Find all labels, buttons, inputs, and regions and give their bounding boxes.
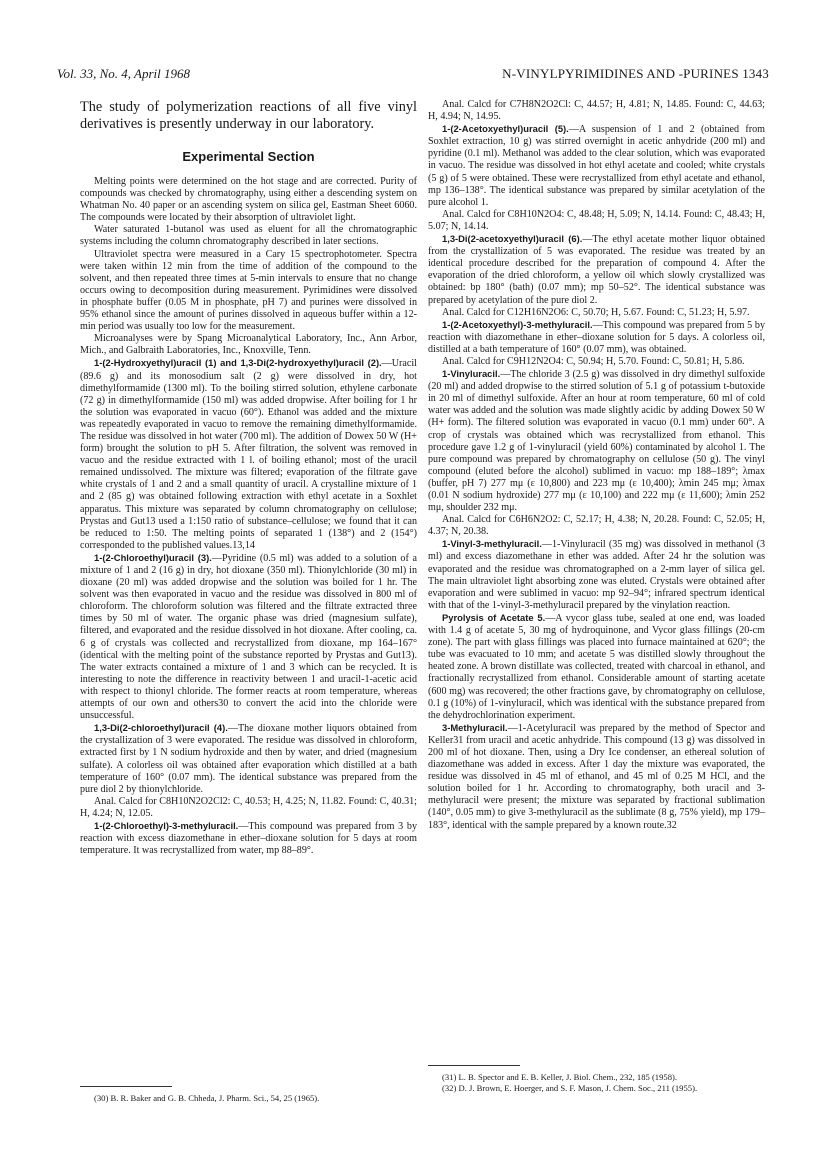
analysis-line: Anal. Calcd for C9H12N2O4: C, 50.94; H, 5.70. Found: C, 50.81; H, 5.86. (442, 355, 745, 367)
procedure-text: —1-Vinyluracil (35 mg) was dissolved in methanol (3 ml) and excess diazomethane in ether was added. After 24 hr the solution was evaporated and the residue was chromatographed on a 2-mm layer of silica gel. The main ultraviolet light absorbing zone was eluted. Crystals were obtained after evaporation and were sublimed in vacuo: mp 92–94°; infrared spectrum identical with that of the 1-vinyl-3-methyluracil prepared by the vinylation reaction. (428, 539, 765, 611)
paragraph-pyrolysis (428, 612, 765, 722)
procedure-text: —Uracil (89.6 g) and its monosodium salt (2 g) were dissolved in dry, hot dimethylformamide (1300 ml). To the boiling stirred solution, ethylene carbonate (72 g) in dimethylformamide (150 ml) was added dropwise. After boiling for 1 hr the solution was evaporated in vacuo (60°). Ethanol was added and the mixture was repeatedly evaporated in vacuo to remove the remaining dimethylformamide. The residue was dissolved in hot water (700 ml). The addition of Dowex 50 W (H+ form) brought the solution to pH 5. After filtration, the solvent was removed in vacuo and the residue extracted with 1 l. of boiling ethanol; most of the uracil remained undissolved. The mixture was filtered; evaporation of the filtrate gave white crystals of 1 and 2 and a small quantity of uracil. A crystalline mixture of 1 and 2 (85 g) was obtained following extraction with ethyl acetate in a Soxhlet apparatus. This mixture was separated by column chromatography on cellulose; Prystas and Gut13 used a 1:150 ratio of substance–cellulose; we found that it can be reduced to 1:50. The melting points of separated 1 (138°) and 2 (154°) corresponded to the published values.13,14 (80, 358, 417, 551)
paragraph-chloroethyluracil (80, 552, 417, 722)
compound-heading: 3-Methyluracil. (442, 721, 508, 733)
footnote-rule (80, 1086, 172, 1087)
journal-volume: Vol. 33, No. 4, April 1968 (57, 66, 191, 81)
left-footnotes (80, 1074, 417, 1104)
right-footnotes (428, 1053, 765, 1094)
footnote-rule (428, 1065, 520, 1066)
compound-heading: 1-(2-Acetoxyethyl)-3-methyluracil. (442, 318, 593, 330)
compound-heading: 1-Vinyluracil. (442, 368, 501, 380)
compound-heading: 1,3-Di(2-chloroethyl)uracil (4). (94, 722, 228, 734)
paragraph-dichloroethyluracil (80, 722, 417, 796)
paragraph-acetoxyethyluracil (428, 123, 765, 209)
paragraph-eluent: Water saturated 1-butanol was used as eluent for all the chromatographic systems including the column chromatography described in later sections. (80, 224, 417, 248)
procedure-text: —A vycor glass tube, sealed at one end, was loaded with 1.4 g of acetate 5, 30 mg of hydroquinone, and Vycor glass fillings (20-cm zone). The part with glass fillings was placed into furnace maintained at 620°; the tube was evacuated to 10 mm; and acetate 5 was distilled slowly throughout the heated zone. A brown distillate was collected, treated with charcoal in ethanol, and fractionally recrystallized from ethanol. Considerable amount of starting acetate (600 mg) was recovered; the other fractions gave, by chromatography on cellulose, 0.1 g (10%) of 1-vinyluracil, which was identical with the substance prepared from the dehydrochlorination experiment. (428, 612, 766, 721)
running-header (57, 66, 769, 82)
compound-heading: Pyrolysis of Acetate 5. (442, 611, 546, 623)
paragraph-hydroxyethyluracil (80, 357, 417, 552)
lead-paragraph: The study of polymerization reactions of all five vinyl derivatives is presently underway in our laboratory. (80, 99, 417, 132)
procedure-text: —This compound was prepared from 3 by reaction with excess diazomethane in ether–dioxane solution for 5 days at room temperature. It was recrystallized from water, mp 88–89°. (80, 820, 417, 857)
footnote-32: (32) D. J. Brown, E. Hoerger, and S. F. Mason, J. Chem. Soc., 211 (1955). (442, 1083, 698, 1093)
left-column (80, 99, 417, 857)
analysis-line: Anal. Calcd for C6H6N2O2: C, 52.17; H, 4.38; N, 20.28. Found: C, 52.05; H, 4.37; N, 20.38. (428, 514, 765, 538)
paragraph-uv-spectra: Ultraviolet spectra were measured in a Cary 15 spectrophotometer. Spectra were taken within 12 min from the time of addition of the compound to the solvent, and then repeated three times at 5-min intervals to ensure that no change occurs owing to decomposition during measurement. Pyrimidines were dissolved in phosphate buffer (0.05 M in phosphate, pH 7) and purines were dissolved in 95% ethanol since the amount of purines dissolved in aqueous buffer within a 12-min period was usually too low for the measurement. (80, 248, 417, 333)
analysis-line: Anal. Calcd for C7H8N2O2Cl: C, 44.57; H, 4.81; N, 14.85. Found: C, 44.63; H, 4.94; N, 14.95. (428, 99, 765, 123)
analysis-line: Anal. Calcd for C8H10N2O2Cl2: C, 40.53; H, 4.25; N, 11.82. Found: C, 40.31; H, 4.24; N, 12.05. (80, 795, 417, 819)
procedure-text: —The dioxane mother liquors obtained from the crystallization of 3 were evaporated. The residue was dissolved in chloroform, extracted first by 1 N sodium hydroxide and then by water, and dried (magnesium sulfate). A colorless oil was obtained after evaporation which distilled at a bath temperature of 160° (0.07 mm). The identical substance was prepared from the pure diol 2 by thionylchloride. (80, 723, 417, 795)
analysis-line: Anal. Calcd for C12H16N2O6: C, 50.70; H, 5.67. Found: C, 51.23; H, 5.97. (442, 306, 750, 318)
paragraph-acetoxyethyl-methyluracil (428, 319, 765, 356)
compound-heading: 1-(2-Chloroethyl)-3-methyluracil. (94, 819, 239, 831)
footnote-31: (31) L. B. Spector and E. B. Keller, J. Biol. Chem., 232, 185 (1958). (442, 1072, 677, 1082)
footnote-30: (30) B. R. Baker and G. B. Chheda, J. Pharm. Sci., 54, 25 (1965). (94, 1093, 320, 1103)
running-title-page-number: N-VINYLPYRIMIDINES AND -PURINES 1343 (502, 66, 769, 81)
compound-heading: 1-(2-Acetoxyethyl)uracil (5). (442, 123, 569, 135)
compound-heading: 1,3-Di(2-acetoxyethyl)uracil (6). (442, 233, 583, 245)
paragraph-diacetoxyethyluracil (428, 233, 765, 307)
paragraph-methyluracil (428, 722, 765, 832)
procedure-text: —A suspension of 1 and 2 (obtained from Soxhlet extraction, 10 g) was stirred overnight in acetic anhydride (200 ml) and pyridine (0.1 ml). Methanol was added to the clear solution, which was evaporated in vacuo. The residue was dissolved in hot ethyl acetate and cooled; white crystals (5 g) of 5 were obtained. These were recrystallized from ethyl acetate and ethanol, mp 136–138°. The identical substance was prepared by similar acetylation of the pure alcohol 1. (428, 124, 766, 208)
paragraph-melting-points: Melting points were determined on the hot stage and are corrected. Purity of compounds was checked by chromatography, using either a descending system on Whatman No. 40 paper or an ascending system on silica gel, Eastman Sheet 6060. The compounds were located by their absorption of ultraviolet light. (80, 176, 417, 224)
paragraph-vinyluracil (428, 368, 765, 514)
compound-heading: 1-Vinyl-3-methyluracil. (442, 538, 542, 550)
procedure-text: —This compound was prepared from 5 by reaction with diazomethane in ether–dioxane solution for 5 days. A colorless oil, distilled at a bath temperature of 160° (0.07 mm), was obtained. (428, 319, 765, 355)
procedure-text: —Pyridine (0.5 ml) was added to a solution of a mixture of 1 and 2 (16 g) in dry, hot dioxane (350 ml). Thionylchloride (30 ml) in dioxane (20 ml) was added dropwise and the solution was boiled for 1 hr. The solvent was then evaporated in vacuo and the residue was dissolved in 800 ml of chloroform. The chloroform solution was filtered and the filtrate extracted three times by 50 ml of water. The organic phase was dried (magnesium sulfate), filtered, and evaporated and the residue dissolved in hot dioxane. After cooling, ca. 6 g of crystals was collected and recrystallized from dioxane, mp 164–167° (identical with the melting point of the substance reported by Prystas and Gut13). The water extracts contained a mixture of 1 and 3 which can be recycled. It is interesting to note the difference in reactivity between 1 and uracil-1-acetic acid with respect to thionyl chloride. The former reacts at room temperature, whereas attempts of our own and others30 to convert the acid into the chloride were unsuccessful. (80, 552, 417, 722)
section-title: Experimental Section (182, 149, 315, 164)
compound-heading: 1-(2-Chloroethyl)uracil (3). (94, 551, 212, 563)
compound-heading: 1-(2-Hydroxyethyl)uracil (1) and 1,3-Di(2-hydroxyethyl)uracil (2). (94, 357, 382, 369)
paragraph-microanalyses: Microanalyses were by Spang Microanalytical Laboratory, Inc., Ann Arbor, Mich., and Galbraith Laboratories, Inc., Knoxville, Tenn. (80, 333, 417, 357)
paragraph-vinyl-methyluracil (428, 538, 765, 612)
procedure-text: —The ethyl acetate mother liquor obtained from the crystallization of 5 was evaporated. The residue was treated by an identical procedure described for the preparation of compound 4. After the evaporation of the dried chloroform, a yellow oil which slowly crystallized was obtained: bp 180° (bath) (0.07 mm); mp 50–52°. The identical substance was prepared by acetylation of the pure diol 2. (428, 234, 765, 306)
paragraph-chloroethyl-methyluracil (80, 820, 417, 857)
procedure-text: —The chloride 3 (2.5 g) was dissolved in dry dimethyl sulfoxide (20 ml) and added dropwise to the stirred solution of 5.1 g of potassium t-butoxide in 20 ml of dimethyl sulfoxide. After an hour at room temperature, 60 ml of cold water was added and the solution was made slightly acidic by adding Dowex 50 W (H+ form). The filtered solution was evaporated in vacuo (0.1 mm) under 60°. A crop of crystals was obtained which was recrystallized from ethanol. This procedure gave 1.2 g of 1-vinyluracil (yield 60%) contaminated by alcohol 1. The pure compound was prepared by chromatography on cellulose (50 g). The vinyl compound (eluted before the alcohol) sublimed in vacuo: mp 188–189°; λmax (buffer, pH 7) 277 mμ (ε 10,800) and 223 mμ (ε 10,400); λmin 245 mμ; λmax (0.01 N sodium hydroxide) 277 mμ (ε 10,100) and 222 mμ (ε 11,600); λmin 252 mμ, shoulder 232 mμ. (428, 369, 765, 514)
right-column (428, 99, 765, 832)
procedure-text: —1-Acetyluracil was prepared by the method of Spector and Keller31 from uracil and acetic anhydride. This compound (13 g) was dissolved in 200 ml of hot dioxane. Then, using a Dry Ice condenser, an ethereal solution of diazomethane was added in excess. After 1 day the mixture was evaporated, the residue was dissolved in 45 ml of ethanol, and 45 ml of 0.25 M HCl, and the solution boiled for 1 hr. According to chromatography, both uracil and 3-methyluracil were present; the mixture was separated by fractional sublimation (140°, 0.05 mm) to give 3-methyluracil as the sublimate (8 g, 75% yield), mp 179–183°, identical with the sample prepared by a known route.32 (428, 722, 765, 831)
analysis-line: Anal. Calcd for C8H10N2O4: C, 48.48; H, 5.09; N, 14.14. Found: C, 48.43; H, 5.07; N, 14.14. (428, 208, 765, 232)
